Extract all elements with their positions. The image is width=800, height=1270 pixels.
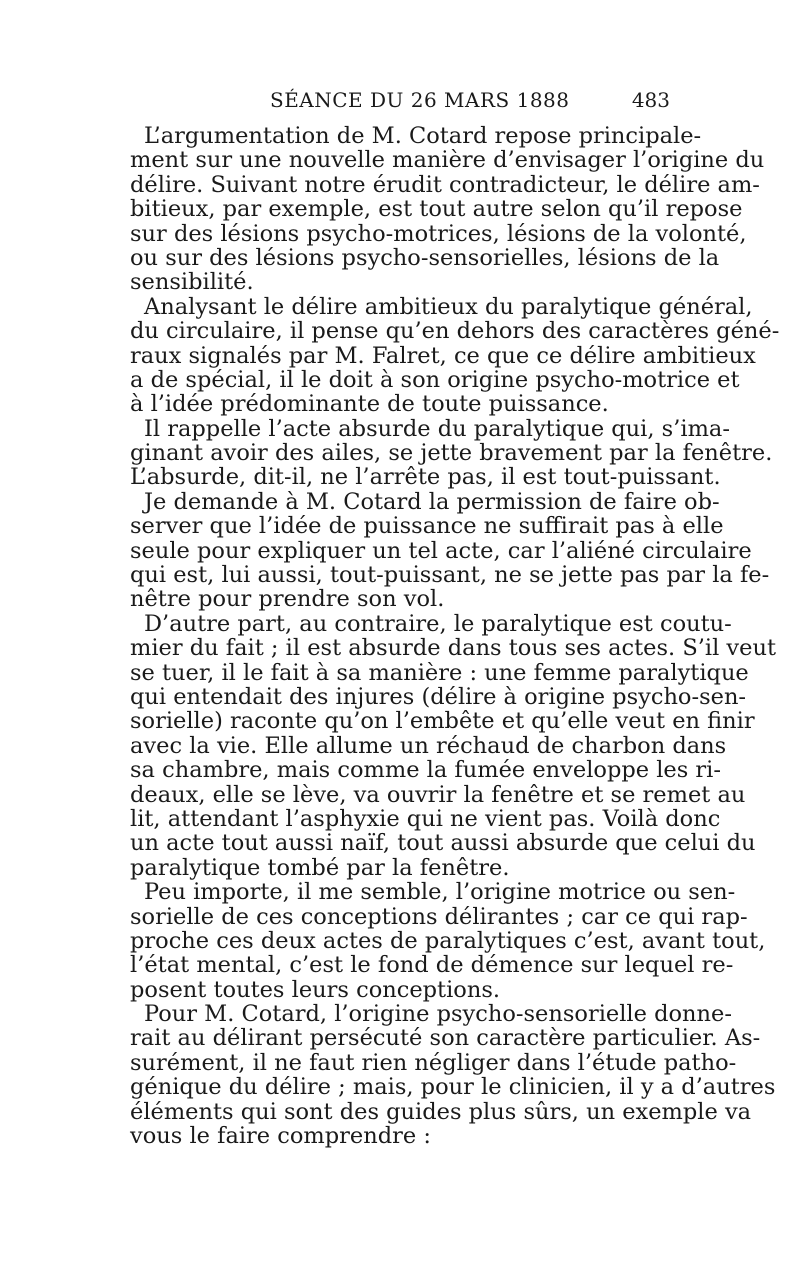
text-line: ginant avoir des ailes, se jette bravement par la fenêtre.	[130, 440, 773, 467]
paragraph	[130, 488, 770, 613]
text-line: bitieux, par exemple, est tout autre selon qu’il repose	[130, 196, 743, 223]
text-line: paralytique tombé par la fenêtre.	[130, 854, 510, 881]
text-line: l’état mental, c’est le fond de démence sur lequel re-	[130, 952, 734, 979]
text-line: seule pour expliquer un tel acte, car l’aliéné circulaire	[130, 537, 752, 564]
text-line: L’absurde, dit-il, ne l’arrête pas, il est tout-puissant.	[130, 464, 721, 491]
text-line: du circulaire, il pense qu’en dehors des caractères géné-	[130, 318, 780, 345]
text-line: sur des lésions psycho-motrices, lésions de la volonté,	[130, 220, 747, 247]
text-line: posent toutes leurs conceptions.	[130, 976, 501, 1003]
paragraph	[130, 879, 766, 1003]
paragraph	[130, 415, 773, 491]
text-line: Pour M. Cotard, l’origine psycho-sensorielle donne-	[144, 1001, 732, 1028]
text-line: sorielle de ces conceptions délirantes ; car ce qui rap-	[130, 903, 748, 930]
text-line: à l’idée prédominante de toute puissance.	[130, 391, 609, 418]
text-line: sorielle) raconte qu’on l’embête et qu’elle veut en finir	[130, 708, 755, 735]
paragraph	[130, 293, 780, 418]
text-line: L’argumentation de M. Cotard repose principale-	[144, 123, 702, 149]
text-line: ou sur des lésions psycho-sensorielles, lésions de la	[130, 244, 720, 271]
text-line: sa chambre, mais comme la fumée enveloppe les ri-	[130, 757, 721, 784]
text-line: qui entendait des injures (délire à origine psycho-sen-	[130, 683, 747, 710]
text-line: deaux, elle se lève, va ouvrir la fenêtre et se remet au	[130, 781, 746, 808]
text-line: lit, attendant l’asphyxie qui ne vient pas. Voilà donc	[130, 805, 721, 832]
paragraph	[130, 123, 765, 296]
paragraph	[130, 610, 776, 881]
text-line: génique du délire ; mais, pour le clinicien, il y a d’autres	[130, 1074, 776, 1101]
text-line: surément, il ne faut rien négliger dans l’étude patho-	[130, 1049, 737, 1076]
paragraph	[130, 1001, 776, 1150]
text-line: nêtre pour prendre son vol.	[130, 586, 445, 613]
text-line: délire. Suivant notre érudit contradicteur, le délire am-	[130, 171, 760, 198]
text-line: avec la vie. Elle allume un réchaud de charbon dans	[130, 732, 727, 759]
text-line: raux signalés par M. Falret, ce que ce délire ambitieux	[130, 342, 756, 369]
text-line: rait au délirant persécuté son caractère particulier. As-	[130, 1025, 761, 1052]
text-line: D’autre part, au contraire, le paralytique est coutu-	[144, 610, 732, 637]
running-head: SÉANCE DU 26 MARS 1888	[270, 88, 570, 112]
text-line: proche ces deux actes de paralytiques c’est, avant tout,	[130, 927, 766, 954]
text-line: sensibilité.	[130, 269, 254, 296]
text-line: qui est, lui aussi, tout-puissant, ne se jette pas par la fe-	[130, 562, 770, 589]
text-line: ment sur une nouvelle manière d’envisager l’origine du	[130, 147, 765, 174]
page-number: 483	[631, 88, 670, 112]
text-line: Analysant le délire ambitieux du paralytique général,	[144, 293, 753, 320]
text-line: se tuer, il le fait à sa manière : une femme paralytique	[130, 659, 749, 686]
text-line: un acte tout aussi naïf, tout aussi absurde que celui du	[130, 830, 756, 857]
text-line: Il rappelle l’acte absurde du paralytique qui, s’ima-	[144, 415, 730, 442]
text-line: a de spécial, il le doit à son origine psycho-motrice et	[130, 366, 740, 393]
text-line: Peu importe, il me semble, l’origine motrice ou sen-	[144, 879, 736, 906]
text-line: server que l’idée de puissance ne suffirait pas à elle	[130, 513, 724, 540]
text-line: mier du fait ; il est absurde dans tous ses actes. S’il veut	[130, 635, 776, 662]
page-header	[130, 88, 670, 118]
text-line: éléments qui sont des guides plus sûrs, un exemple va	[130, 1098, 752, 1125]
body-text	[130, 123, 780, 1150]
text-line: vous le faire comprendre :	[130, 1123, 431, 1150]
text-line: Je demande à M. Cotard la permission de faire ob-	[144, 488, 720, 515]
